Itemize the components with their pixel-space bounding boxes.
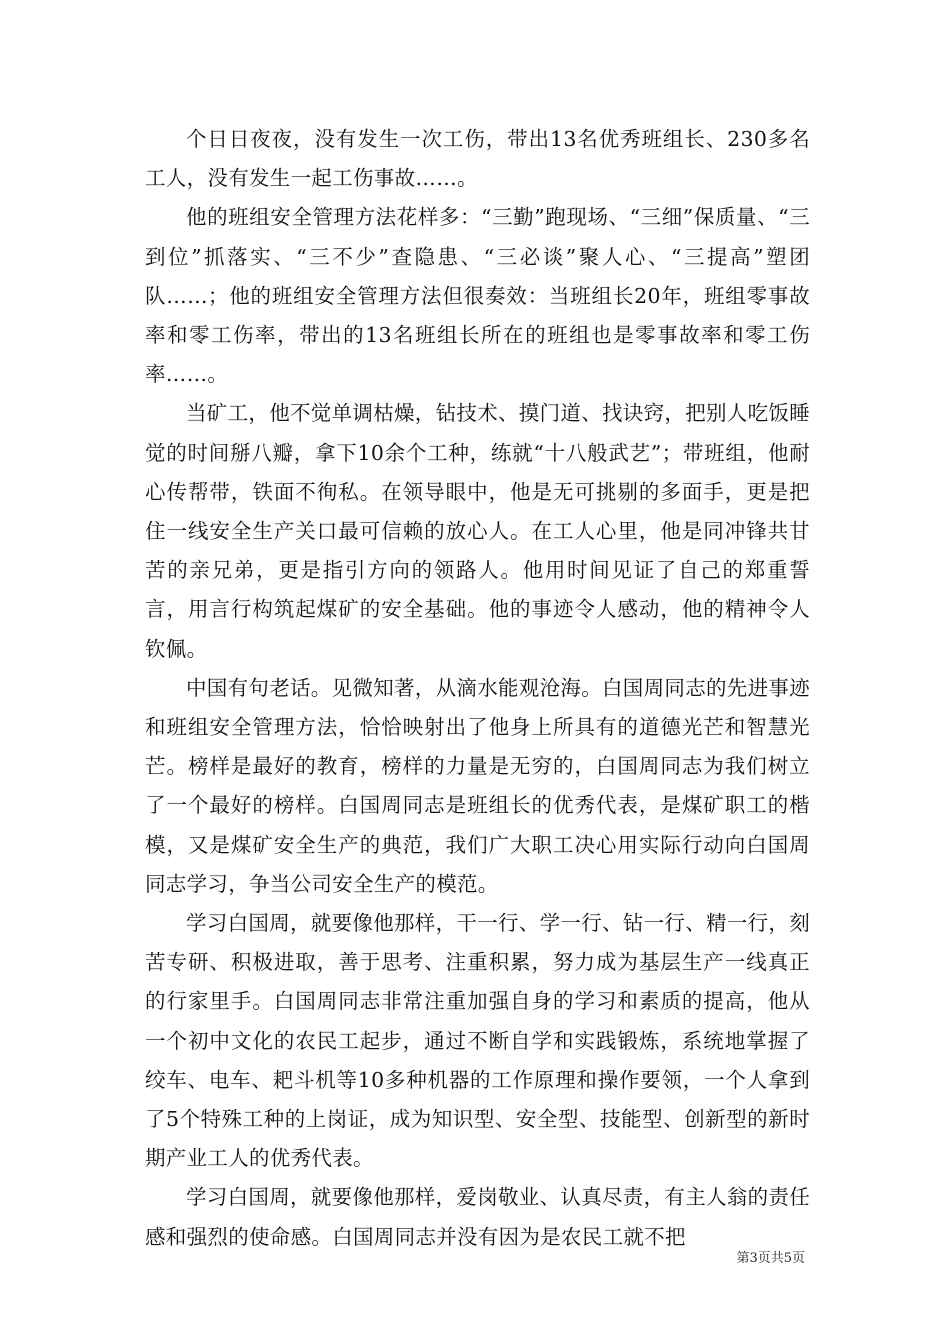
paragraph-4: 中国有句老话。见微知著，从滴水能观沧海。白国周同志的先进事迹和班组安全管理方法，恰恰映射出了他身上所具有的道德光芒和智慧光芒。榜样是最好的教育，榜样的力量是无穷的，白国周同志为我们树立了一个最好的榜样。白国周同志是班组长的优秀代表，是煤矿职工的楷模，又是煤矿安全生产的典范，我们广大职工决心用实际行动向白国周同志学习，争当公司安全生产的模范。: [145, 675, 810, 896]
paragraph-1: 个日日夜夜，没有发生一次工伤，带出13名优秀班组长、230多名工人，没有发生一起工伤事故……。: [145, 127, 810, 191]
body-text: [145, 120, 810, 1257]
paragraph-5: 学习白国周，就要像他那样，干一行、学一行、钻一行、精一行，刻苦专研、积极进取，善于思考、注重积累，努力成为基层生产一线真正的行家里手。白国周同志非常注重加强自身的学习和素质的提高，他从一个初中文化的农民工起步，通过不断自学和实践锻炼，系统地掌握了绞车、电车、耙斗机等10多种机器的工作原理和操作要领，一个人拿到了5个特殊工种的上岗证，成为知识型、安全型、技能型、创新型的新时期产业工人的优秀代表。: [145, 911, 810, 1171]
page-number-footer: 第3页共5页: [736, 1251, 805, 1266]
paragraph-3: 当矿工，他不觉单调枯燥，钻技术、摸门道、找诀窍，把别人吃饭睡觉的时间掰八瓣，拿下10余个工种，练就“十八般武艺”；带班组，他耐心传帮带，铁面不徇私。在领导眼中，他是无可挑剔的多面手，更是把住一线安全生产关口最可信赖的放心人。在工人心里，他是同冲锋共甘苦的亲兄弟，更是指引方向的领路人。他用时间见证了自己的郑重誓言，用言行构筑起煤矿的安全基础。他的事迹令人感动，他的精神令人钦佩。: [145, 401, 810, 661]
paragraph-6: 学习白国周，就要像他那样，爱岗敬业、认真尽责，有主人翁的责任感和强烈的使命感。白国周同志并没有因为是农民工就不把: [145, 1185, 810, 1249]
paragraph-2: 他的班组安全管理方法花样多：“三勤”跑现场、“三细”保质量、“三到位”抓落实、“三不少”查隐患、“三必谈”聚人心、“三提高”塑团队……；他的班组安全管理方法但很奏效：当班组长20年，班组零事故率和零工伤率，带出的13名班组长所在的班组也是零事故率和零工伤率……。: [145, 205, 810, 387]
